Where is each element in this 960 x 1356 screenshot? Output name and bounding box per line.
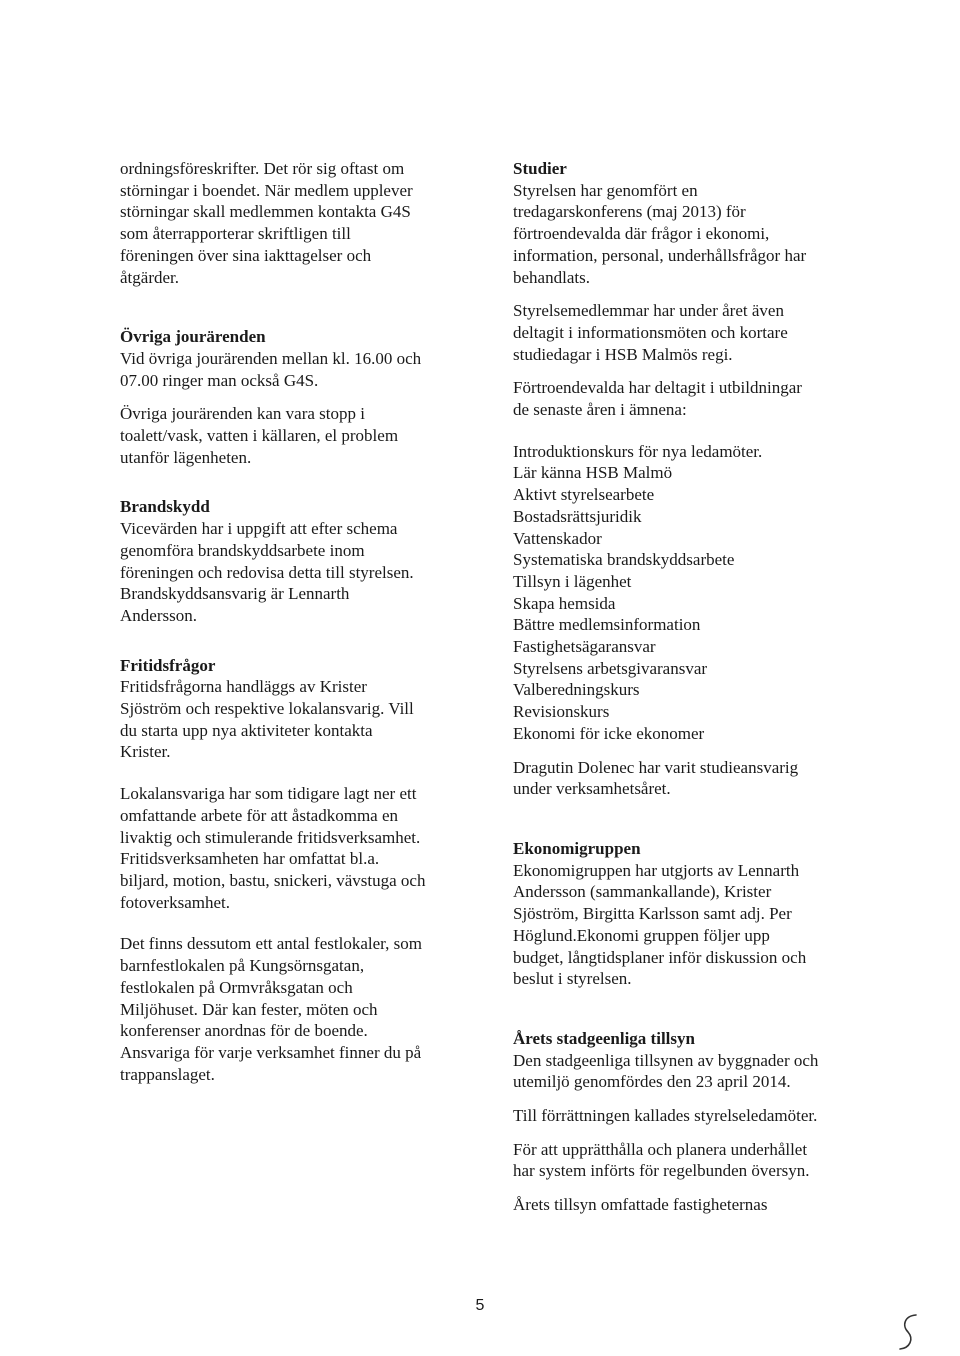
text-line: Ansvariga för varje verksamhet finner du på xyxy=(120,1042,422,1062)
text-line: information, personal, underhållsfrågor har xyxy=(513,245,807,265)
text-line: Sjöström, Birgitta Karlsson samt adj. Per xyxy=(513,904,792,924)
brandskydd-heading: Brandskydd xyxy=(120,497,210,517)
text-line: föreningen och redovisa detta till styrelsen. xyxy=(120,562,414,582)
text-line: Förtroendevalda har deltagit i utbildningar xyxy=(513,378,802,398)
tillsyn-paragraph-2 xyxy=(513,1105,873,1127)
fritid-heading: Fritidsfrågor xyxy=(120,655,216,675)
text-line: tredagarskonferens (maj 2013) för xyxy=(513,202,746,222)
text-line: Höglund.Ekonomi gruppen följer upp xyxy=(513,925,770,945)
text-line: förtroendevalda där frågor i ekonomi, xyxy=(513,224,770,244)
text-line: Lär känna HSB Malmö xyxy=(513,463,673,483)
text-line: Det finns dessutom ett antal festlokaler, som xyxy=(120,934,422,954)
tillsyn-paragraph-4 xyxy=(513,1194,873,1216)
text-line: budget, långtidsplaner inför diskussion och xyxy=(513,947,807,967)
text-line: konferenser anordnas för de boende. xyxy=(120,1021,368,1041)
text-line: Fritidsfrågorna handläggs av Krister xyxy=(120,677,367,697)
text-line: Miljöhuset. Där kan fester, möten och xyxy=(120,999,378,1019)
text-line: trappanslaget. xyxy=(120,1064,215,1084)
text-line: Vid övriga jourärenden mellan kl. 16.00 och xyxy=(120,348,422,368)
text-line: ordningsföreskrifter. Det rör sig oftast om xyxy=(120,159,405,178)
text-line: Vattenskador xyxy=(513,528,602,548)
text-line: omfattande arbete för att åstadkomma en xyxy=(120,805,399,825)
text-line: som återrapporterar skriftligen till xyxy=(120,224,351,244)
text-line: Dragutin Dolenec har varit studieansvarig xyxy=(513,757,799,777)
text-line: Andersson (sammankallande), Krister xyxy=(513,882,772,902)
tillsyn-paragraph-3 xyxy=(513,1139,873,1182)
page-number: 5 xyxy=(475,1297,485,1314)
text-line: fotoverksamhet. xyxy=(120,892,230,912)
text-line: Fritidsverksamheten har omfattat bl.a. xyxy=(120,849,380,869)
fritid-paragraph-2 xyxy=(120,783,460,913)
text-line: biljard, motion, bastu, snickeri, vävstuga och xyxy=(120,870,426,890)
text-line: Ekonomi för icke ekonomer xyxy=(513,723,705,743)
text-line: Andersson. xyxy=(120,605,197,625)
text-line: åtgärder. xyxy=(120,267,179,287)
text-line: Övriga jourärenden kan vara stopp i xyxy=(120,404,365,424)
text-line: Den stadgeenliga tillsynen av byggnader och xyxy=(513,1050,819,1070)
ekonomi-paragraph xyxy=(513,860,873,990)
course-list xyxy=(513,441,873,745)
brandskydd-paragraph xyxy=(120,518,460,627)
text-line: Lokalansvariga har som tidigare lagt ner ett xyxy=(120,784,417,804)
text-line: Årets tillsyn omfattade fastigheternas xyxy=(513,1195,768,1215)
text-line: föreningen över sina iakttagelser och xyxy=(120,245,372,265)
ekonomi-heading: Ekonomigruppen xyxy=(513,838,641,858)
fritid-paragraph-3 xyxy=(120,933,460,1085)
text-line: Till förrättningen kallades styrelseledamöter. xyxy=(513,1106,818,1126)
studier-heading: Studier xyxy=(513,159,567,178)
text-line: de senaste åren i ämnena: xyxy=(513,400,687,420)
text-line: Valberedningskurs xyxy=(513,680,640,700)
text-line: Revisionskurs xyxy=(513,702,610,722)
studier-paragraph-2 xyxy=(513,300,873,365)
text-line: festlokalen på Ormvråksgatan och xyxy=(120,977,353,997)
text-line: Skapa hemsida xyxy=(513,593,616,613)
text-line: Bättre medlemsinformation xyxy=(513,615,701,635)
intro-paragraph xyxy=(120,158,460,288)
text-line: barnfestlokalen på Kungsörnsgatan, xyxy=(120,956,365,976)
studier-paragraph-3 xyxy=(513,377,873,420)
text-line: studiedagar i HSB Malmös regi. xyxy=(513,344,733,364)
text-line: Systematiska brandskyddsarbete xyxy=(513,550,735,570)
text-line: Styrelsemedlemmar har under året även xyxy=(513,301,784,321)
text-line: utanför lägenheten. xyxy=(120,447,252,467)
text-line: deltagit i informationsmöten och kortare xyxy=(513,322,788,342)
text-line: störningar skall medlemmen kontakta G4S xyxy=(120,202,411,222)
studier-paragraph-1 xyxy=(513,180,873,289)
text-line: Vicevärden har i uppgift att efter schema xyxy=(120,519,398,539)
text-line: För att upprätthålla och planera underhållet xyxy=(513,1139,808,1159)
text-line: behandlats. xyxy=(513,267,590,287)
text-line: Ekonomigruppen har utgjorts av Lennarth xyxy=(513,860,800,880)
text-line: toalett/vask, vatten i källaren, el problem xyxy=(120,426,399,446)
text-line: Styrelsens arbetsgivaransvar xyxy=(513,658,708,678)
text-line: Brandskyddsansvarig är Lennarth xyxy=(120,584,350,604)
text-line: Styrelsen har genomfört en xyxy=(513,180,698,200)
ovriga-heading: Övriga jourärenden xyxy=(120,327,266,347)
ovriga-paragraph-2 xyxy=(120,403,460,468)
text-line: Krister. xyxy=(120,742,171,762)
text-line: utemiljö genomfördes den 23 april 2014. xyxy=(513,1072,791,1092)
tillsyn-heading: Årets stadgeenliga tillsyn xyxy=(513,1028,695,1048)
text-line: har system införts för regelbunden översyn. xyxy=(513,1161,810,1181)
text-line: Tillsyn i lägenhet xyxy=(513,571,632,591)
text-line: under verksamhetsåret. xyxy=(513,779,671,799)
text-line: du starta upp nya aktiviteter kontakta xyxy=(120,720,373,740)
text-line: Introduktionskurs för nya ledamöter. xyxy=(513,441,763,461)
tillsyn-paragraph-1 xyxy=(513,1050,873,1093)
text-line: beslut i styrelsen. xyxy=(513,969,632,989)
right-column xyxy=(513,158,873,1216)
text-line: Fastighetsägaransvar xyxy=(513,637,656,657)
text-line: Bostadsrättsjuridik xyxy=(513,506,642,526)
text-line: Aktivt styrelsearbete xyxy=(513,485,655,505)
text-line: Sjöström och respektive lokalansvarig. Vill xyxy=(120,699,414,719)
left-column xyxy=(120,158,460,1085)
text-line: störningar i boendet. När medlem upplever xyxy=(120,180,413,200)
text-line: livaktig och stimulerande fritidsverksamhet. xyxy=(120,827,421,847)
studier-paragraph-4 xyxy=(513,757,873,800)
fritid-paragraph-1 xyxy=(120,676,460,763)
text-line: genomföra brandskyddsarbete inom xyxy=(120,540,365,560)
handwritten-initial-icon xyxy=(896,1312,922,1352)
ovriga-paragraph-1 xyxy=(120,348,460,391)
text-line: 07.00 ringer man också G4S. xyxy=(120,370,319,390)
